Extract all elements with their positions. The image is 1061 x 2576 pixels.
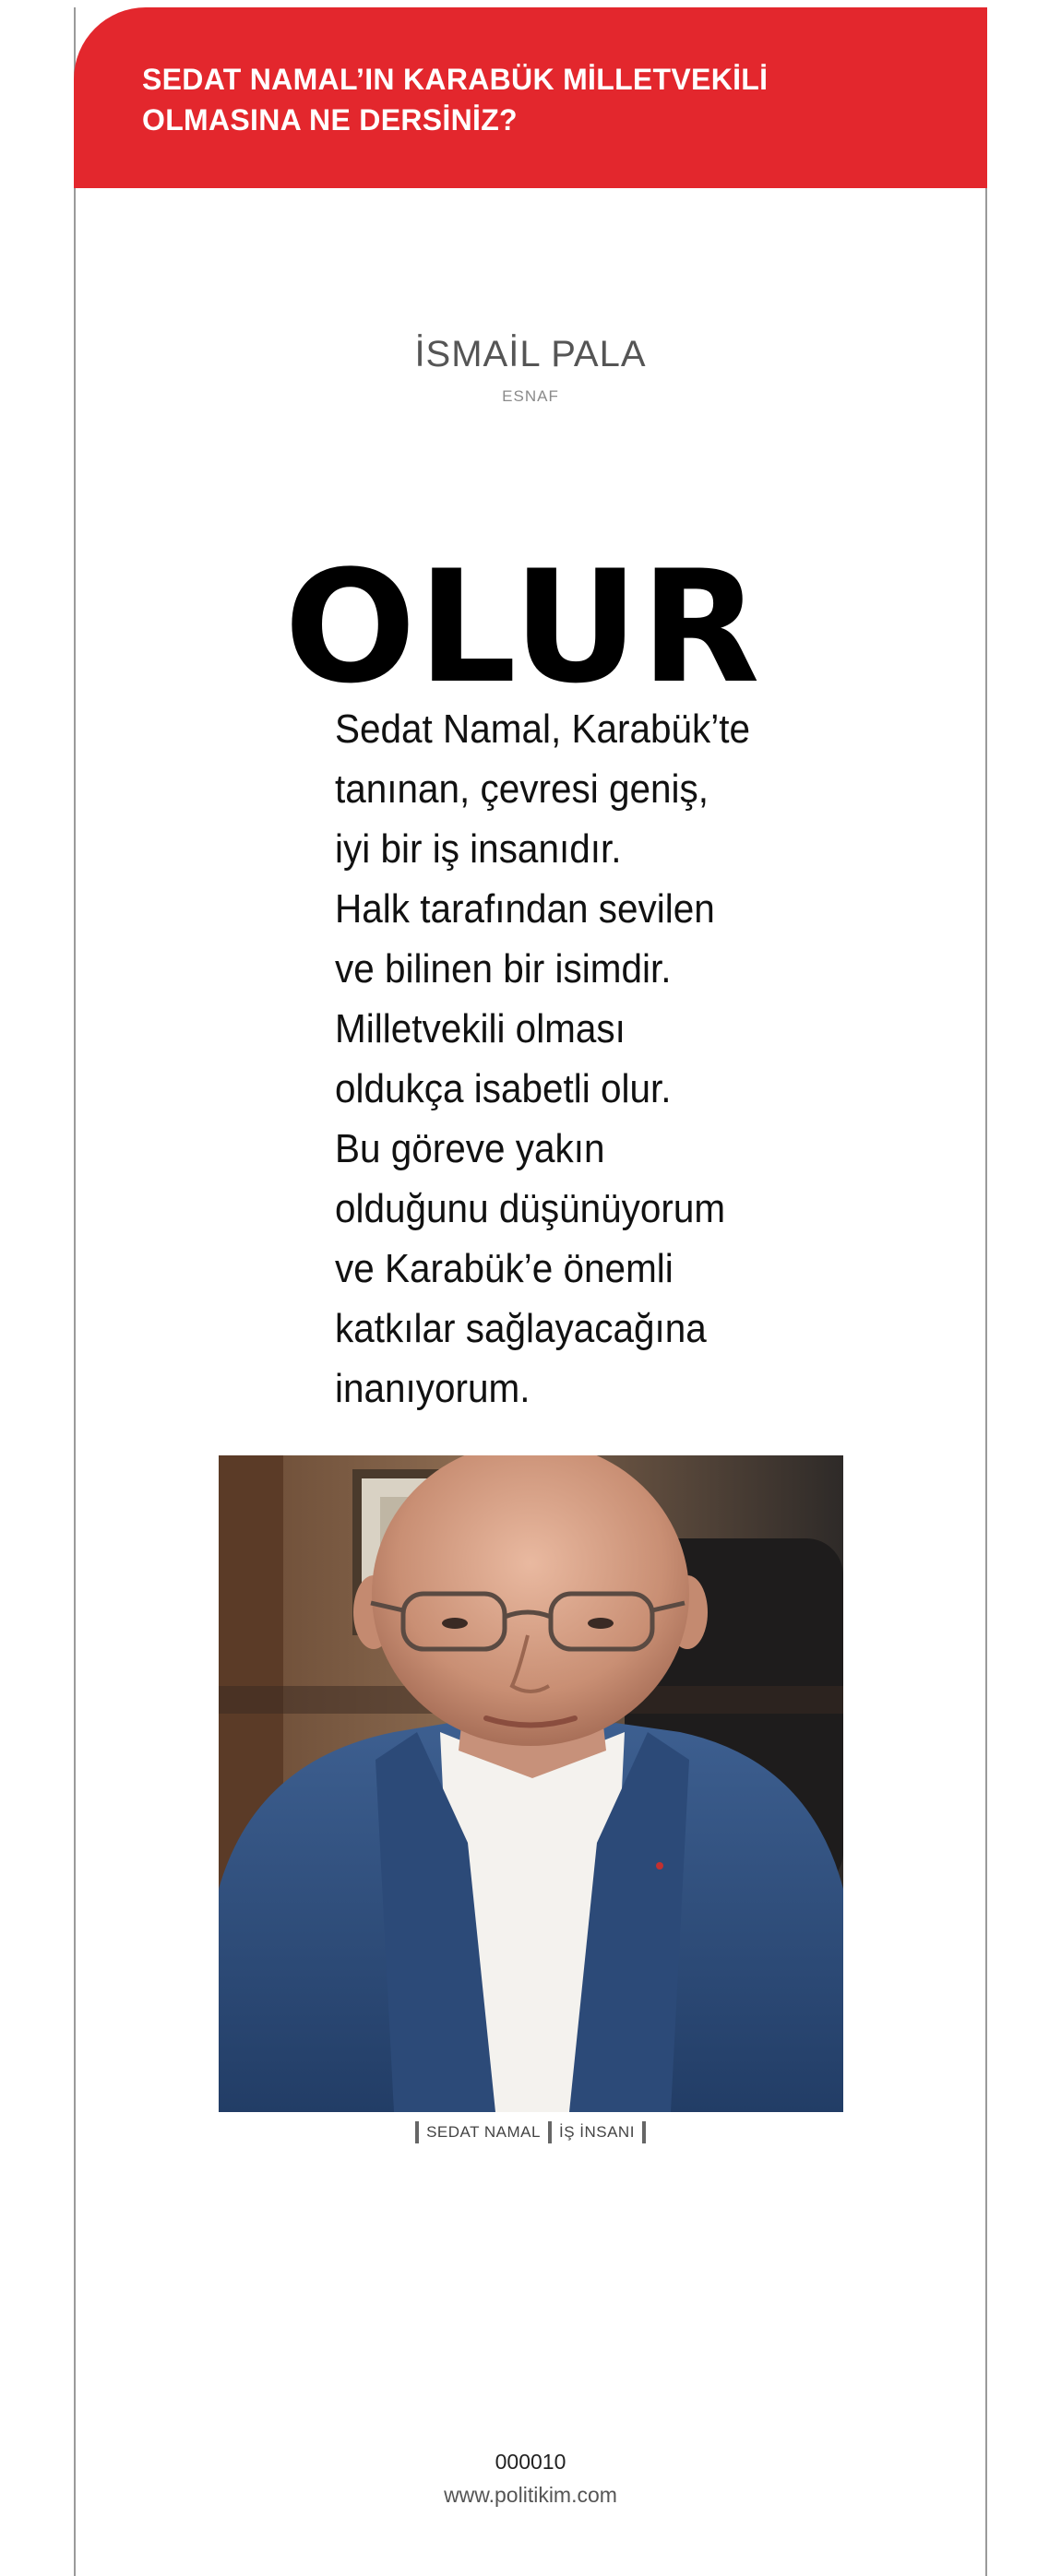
website-url: www.politikim.com [444, 2483, 617, 2507]
statement-line: oldukça isabetli olur. [335, 1066, 672, 1111]
statement-line: Sedat Namal, Karabük’te [335, 706, 751, 752]
statement-line: inanıyorum. [335, 1366, 530, 1411]
caption-divider [548, 2121, 552, 2143]
portrait-illustration [219, 1455, 843, 2112]
caption-divider [642, 2121, 646, 2143]
portrait-photo [219, 1455, 843, 2112]
caption-title: İŞ İNSANI [558, 2123, 635, 2141]
statement-line: ve bilinen bir isimdir. [335, 946, 672, 991]
statement-line: olduğunu düşünüyorum [335, 1186, 726, 1231]
statement-line: iyi bir iş insanıdır. [335, 826, 622, 872]
page-code: 000010 [495, 2450, 566, 2474]
statement-line: katkılar sağlayacağına [335, 1306, 707, 1351]
statement-text [335, 699, 815, 1419]
author-role: ESNAF [502, 387, 559, 405]
answer-headline: OLUR [284, 537, 762, 718]
statement-line: Bu göreve yakın [335, 1126, 605, 1171]
statement-line: ve Karabük’e önemli [335, 1246, 674, 1291]
author-name: İSMAİL PALA [414, 334, 647, 374]
caption-divider [415, 2121, 419, 2143]
statement-line: Halk tarafından sevilen [335, 886, 715, 932]
question-header [74, 7, 987, 188]
question-title: SEDAT NAMAL’IN KARABÜK MİLLETVEKİLİ OLMASINA NE DERSİNİZ? [142, 63, 769, 137]
statement-line: tanınan, çevresi geniş, [335, 766, 709, 812]
photo-caption [0, 2121, 1061, 2143]
caption-name: SEDAT NAMAL [426, 2123, 541, 2141]
statement-line: Milletvekili olması [335, 1006, 626, 1051]
